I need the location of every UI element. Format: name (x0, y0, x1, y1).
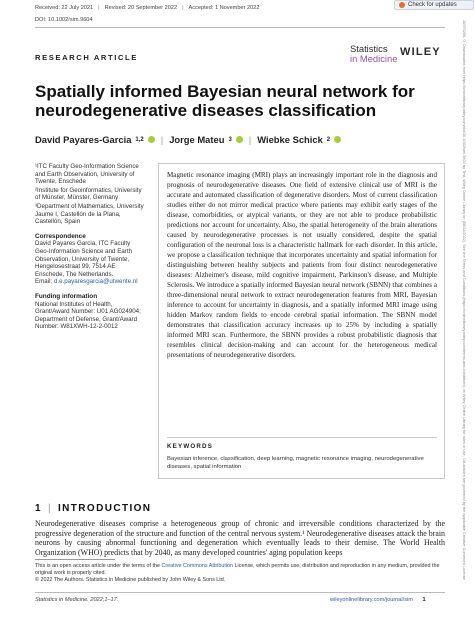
funding-heading: Funding information (35, 292, 98, 300)
license-link[interactable]: Creative Commons Attribution (161, 563, 234, 569)
check-updates-label: Check for updates (408, 2, 457, 8)
license-text-b: License, which permits use, distribution and reproduction in any medium, provided the original work is properly cited. (35, 563, 440, 576)
intro-paragraph: Neurodegenerative diseases comprise a heterogeneous group of chronic and irreversible conditions characterized by the progressive degeneration of the structure and function of the central nervous system.¹ Neurodegenerative diseases attack the brain neurons by causing abnormal functioning and degeneration which eventually leads to their demise. The World Health Organization (WHO) predicts that by 2040, as many developed countries' aging population keeps (35, 519, 445, 557)
section-number: 1 (35, 503, 42, 514)
affiliation: ³Department of Mathematics, University Jaume I, Castellón de la Plana, Castellón, Spain (35, 202, 144, 226)
journal-url[interactable]: wileyonlinelibrary.com/journal/sim (330, 597, 413, 603)
keywords-text: Bayesian inference, classification, deep learning, magnetic resonance imaging, neurodegenerative diseases, spatial information (167, 456, 424, 470)
section-title: INTRODUCTION (57, 503, 152, 514)
author-affil-sup: 2 (326, 136, 331, 143)
funding-text: National Institutes of Health, Grant/Award Number: U01 AG024904; Department of Defense, Grant/Award Number: W81XWH-12-2-0012 (35, 300, 141, 331)
author-name[interactable]: Wiebke Schick (257, 134, 323, 145)
keywords-heading: KEYWORDS (167, 443, 214, 450)
license-line (35, 563, 445, 577)
journal-name-line2: in Medicine (350, 53, 398, 64)
author-separator: | (248, 134, 252, 145)
author-name[interactable]: David Payares-Garcia (35, 134, 132, 145)
check-updates-button[interactable] (394, 0, 474, 10)
crossmark-icon (399, 2, 405, 8)
section-separator: | (47, 503, 52, 514)
footnote-divider (35, 559, 115, 560)
page-number: 1 (422, 597, 426, 603)
author-affil-sup: 3 (228, 136, 232, 143)
doi[interactable]: DOI: 10.1002/sim.9604 (35, 17, 93, 23)
orcid-icon[interactable] (148, 136, 155, 143)
section-heading (35, 503, 151, 514)
email-label: Email: (35, 278, 53, 286)
keywords-divider (167, 437, 437, 438)
article-title: Spatially informed Bayesian neural network for neurodegenerative diseases classification (35, 82, 415, 120)
download-stamp: 10970258, 0, Downloaded from https://onlinelibrary.wiley.com/doi/10.1002/sim.9604 by Test, Wiley Online Library on [08/11/2022]. See the Terms and Conditions (https://onlinelibrary.wiley.com/terms-and-conditions) on Wiley Online Library for rules of use; OA articles are governed by the applicable Creative Commons License (462, 20, 467, 580)
journal-logo (350, 44, 397, 64)
correspondence-email (35, 278, 145, 286)
article-type: RESEARCH ARTICLE (35, 53, 138, 62)
copyright-line: © 2022 The Authors. Statistics in Medicine published by John Wiley & Sons Ltd. (35, 577, 226, 583)
affiliation: ¹ITC Faculty Geo-Information Science and Earth Observation, University of Twente, Enschede (35, 163, 139, 186)
orcid-icon[interactable] (334, 136, 341, 143)
affiliations-column (35, 163, 145, 331)
email-link[interactable]: d.e.payaresgarcia@utwente.nl (53, 278, 138, 286)
author-separator: | (160, 134, 164, 145)
journal-name-line1: Statistics (350, 43, 388, 54)
abstract-text: Magnetic resonance imaging (MRI) plays an increasingly important role in the diagnosis and prognosis of neurodegenerative diseases. One field of extensive clinical use of MRI is the accurate and automated classification of degenerative disorders. Most of current classification studies either do not mirror medical practice where patients may exhibit early stages of the disease, comorbidities, or atypical variants, or they are not able to produce probabilistic predictions nor account for uncertainty. Also, the spatial heterogeneity of the brain alterations caused by neurodegenerative processes is not usually considered, despite the spatial configuration of the neuronal loss is a characteristic hallmark for each disorder. In this article, we propose a classification technique that incorporates uncertainty and spatial information for distinguishing between healthy subjects and patients from four distinct neurodegenerative diseases: Alzheimer's disease, mild cognitive impairment, Parkinson's disease, and Multiple Sclerosis. We introduce a spatially informed Bayesian neural network (SBNN) that combines a three-dimensional neural network to extract neurodegeneration features from MRI, Bayesian inference to account for uncertainty in diagnosis, and a spatially informed MRI image using hidden Markov random fields to encode cerebral spatial information. The SBNN model demonstrates that classification accuracy increases up to 25% by including a spatially informed MRI scan. Furthermore, the SBNN provides a robust probabilistic diagnosis that resembles clinical decision-making and can account for the heterogeneous medical presentations of neurodegenerative disorders. (167, 171, 437, 359)
footer-citation: Statistics in Medicine. 2022;1–17. (35, 597, 119, 603)
article-dates (35, 5, 259, 11)
author-list (35, 134, 341, 145)
author-name[interactable]: Jorge Mateu (169, 134, 225, 145)
date-separator: | (98, 5, 100, 11)
correspondence-heading: Correspondence (35, 232, 86, 240)
correspondence-text: David Payares Garcia, ITC Faculty Geo-Information Science and Earth Observation, University of Twente, Hengelosestraat 99, 7514 AE Enschede, The Netherlands. (35, 240, 132, 278)
footer-right (330, 597, 426, 603)
received-date: Received: 22 July 2021 (35, 5, 94, 11)
publisher-logo: WILEY (400, 46, 441, 58)
license-footnote (35, 563, 445, 584)
orcid-icon[interactable] (236, 136, 243, 143)
date-separator: | (182, 5, 184, 11)
footer-divider (35, 592, 445, 593)
author-affil-sup: 1,2 (135, 136, 144, 143)
license-text-a: This is an open access article under the terms of the (35, 563, 162, 569)
accepted-date: Accepted: 1 November 2022 (188, 5, 260, 11)
header-divider (35, 27, 445, 28)
affiliation: ²Institute for Geoinformatics, University of Münster, Münster, Germany (35, 186, 142, 202)
revised-date: Revised: 20 September 2022 (104, 5, 178, 11)
